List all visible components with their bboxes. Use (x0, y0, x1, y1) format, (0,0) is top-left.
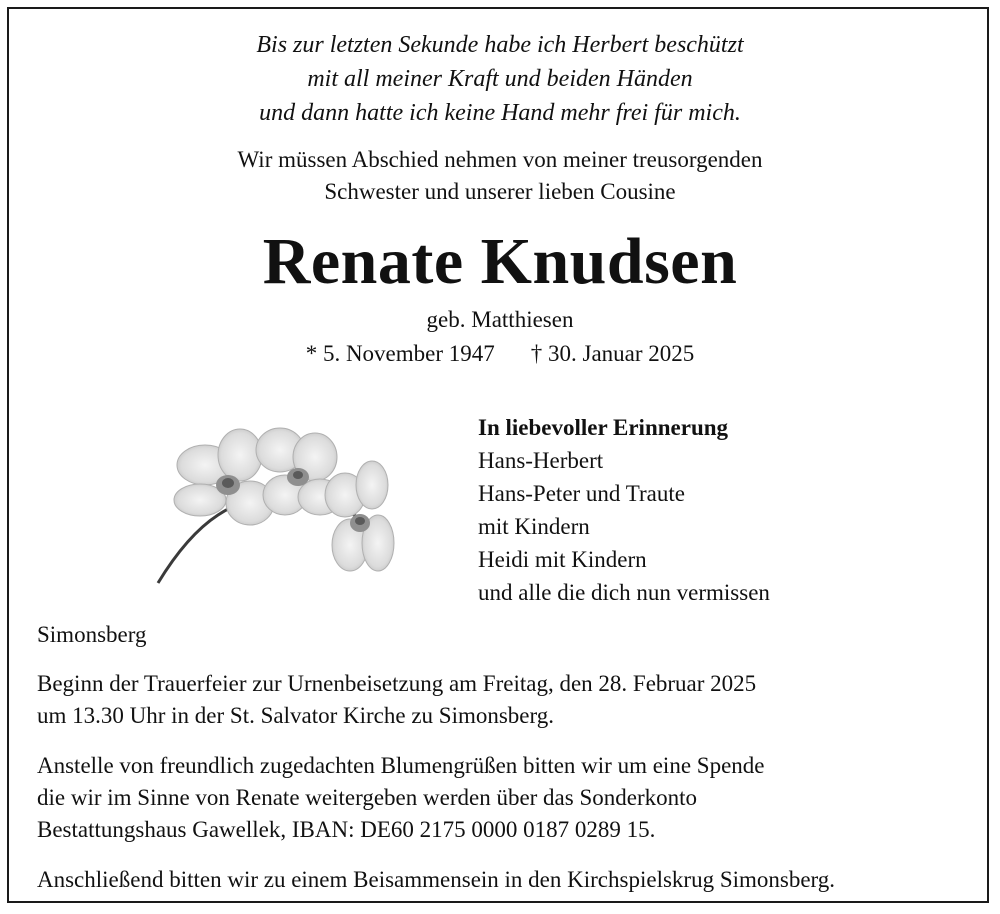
closing-text: Anschließend bitten wir zu einem Beisammensein in den Kirchspielskrug Simonsberg. (37, 867, 836, 892)
ceremony-line: Beginn der Trauerfeier zur Urnenbeisetzung am Freitag, den 28. Februar 2025 (37, 671, 757, 696)
deceased-name: Renate Knudsen (262, 225, 738, 298)
orchid-icon (150, 425, 400, 595)
death-date: † 30. Januar 2025 (530, 341, 695, 366)
family-member: mit Kindern (478, 514, 590, 539)
ceremony-text (37, 668, 756, 732)
family-member: Hans-Peter und Traute (478, 481, 685, 506)
poem (0, 28, 1000, 130)
orchid-bloom (325, 461, 394, 571)
family-heading: In liebevoller Erinnerung (478, 415, 729, 440)
ceremony-line: um 13.30 Uhr in der St. Salvator Kirche zu Simonsberg. (37, 703, 555, 728)
poem-line: und dann hatte ich keine Hand mehr frei für mich. (259, 100, 741, 126)
intro-text (0, 144, 1000, 208)
life-dates (0, 338, 1000, 370)
donation-line: Bestattungshaus Gawellek, IBAN: DE60 2175 0000 0187 0289 15. (37, 817, 656, 842)
intro-line: Wir müssen Abschied nehmen von meiner treusorgenden (237, 147, 763, 172)
family-member: Hans-Herbert (478, 448, 604, 473)
donation-line: die wir im Sinne von Renate weitergeben werden über das Sonderkonto (37, 785, 698, 810)
donation-line: Anstelle von freundlich zugedachten Blumengrüßen bitten wir um eine Spende (37, 753, 765, 778)
family-member: und alle die dich nun vermissen (478, 580, 770, 605)
place-name: Simonsberg (37, 622, 147, 647)
poem-line: Bis zur letzten Sekunde habe ich Herbert beschützt (256, 32, 744, 58)
birth-date: * 5. November 1947 (305, 341, 495, 366)
family-list (478, 411, 770, 609)
poem-line: mit all meiner Kraft und beiden Händen (307, 66, 693, 92)
intro-line: Schwester und unserer lieben Cousine (324, 179, 676, 204)
donation-text (37, 750, 765, 846)
family-member: Heidi mit Kindern (478, 547, 647, 572)
birth-name: geb. Matthiesen (426, 307, 574, 332)
